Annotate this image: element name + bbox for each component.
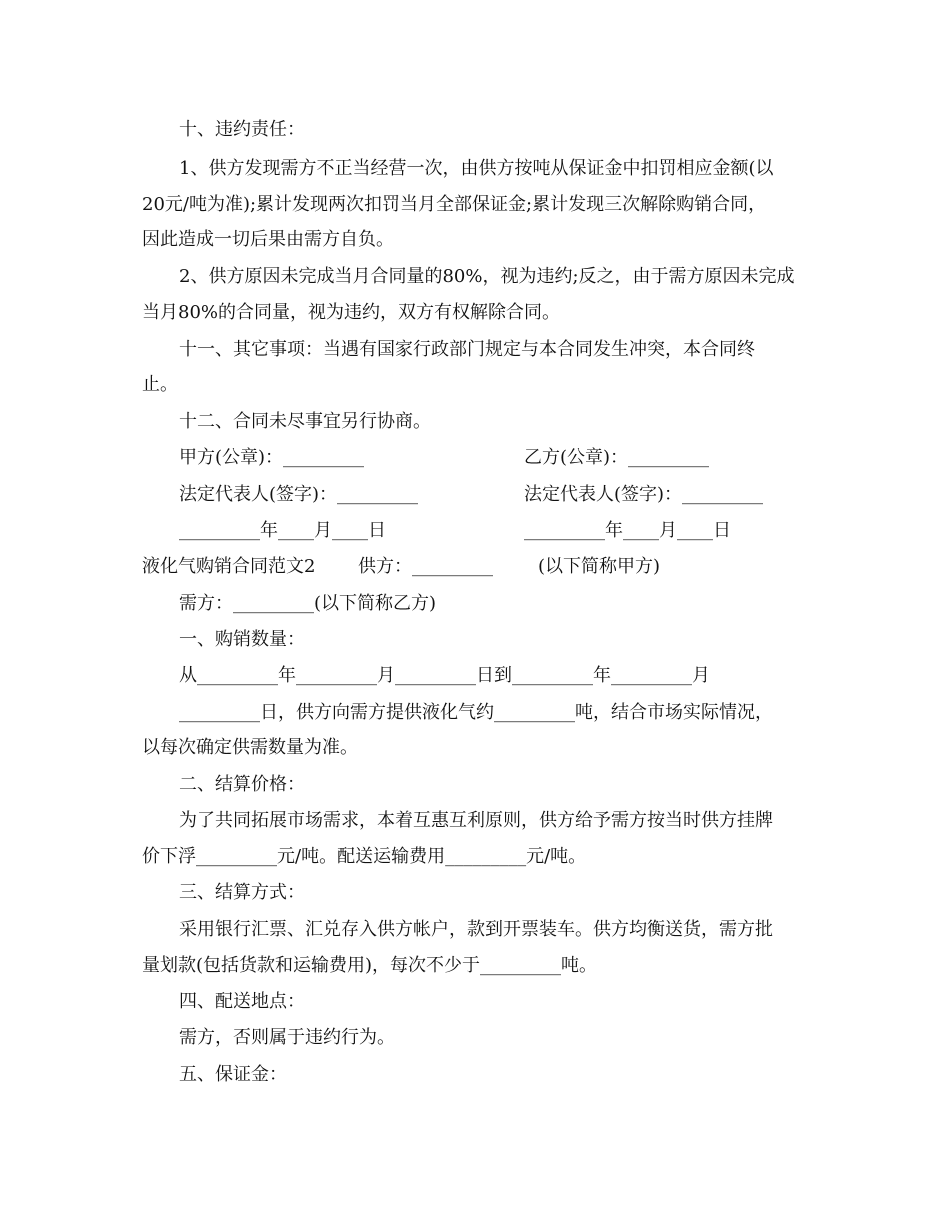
section-12: 十二、合同未尽事宜另行协商。 xyxy=(179,411,431,432)
party-b-representative: 法定代表人(签字)：_________ xyxy=(524,484,764,505)
party-a-representative: 法定代表人(签字)：_________ xyxy=(179,484,419,505)
clause-10-1-line-3: 因此造成一切后果由需方自负。 xyxy=(142,229,394,250)
section-3-line-1: 采用银行汇票、汇兑存入供方帐户，款到开票装车。供方均衡送货，需方批 xyxy=(179,919,773,940)
buyer-field: 需方：_________(以下简称乙方) xyxy=(179,593,437,614)
clause-10-1-line-1: 1、供方发现需方不正当经营一次，由供方按吨从保证金中扣罚相应金额(以 xyxy=(179,158,774,179)
party-a-date: _________年____月____日 xyxy=(179,520,386,541)
party-a-seal: 甲方(公章)：_________ xyxy=(179,447,365,468)
supplier-field: 供方：_________ xyxy=(358,556,493,577)
section-4-line-1: 需方，否则属于违约行为。 xyxy=(179,1027,395,1048)
party-b-seal: 乙方(公章)：_________ xyxy=(524,447,710,468)
clause-10-1-line-2: 20元/吨为准);累计发现两次扣罚当月全部保证金;累计发现三次解除购销合同， xyxy=(142,194,767,215)
section-11-line-2: 止。 xyxy=(142,374,178,395)
section-2-heading: 二、结算价格： xyxy=(179,774,305,795)
contract-2-title: 液化气购销合同范文2 xyxy=(142,556,316,577)
supplier-alias: (以下简称甲方) xyxy=(538,556,661,577)
section-4-heading: 四、配送地点： xyxy=(179,991,305,1012)
section-11-line-1: 十一、其它事项：当遇有国家行政部门规定与本合同发生冲突，本合同终 xyxy=(179,339,755,360)
section-2-line-1: 为了共同拓展市场需求，本着互惠互利原则，供方给予需方按当时供方挂牌 xyxy=(179,810,773,831)
section-5-heading: 五、保证金： xyxy=(179,1064,287,1085)
section-3-line-2: 量划款(包括货款和运输费用)，每次不少于_________吨。 xyxy=(142,955,598,976)
section-10-heading: 十、违约责任： xyxy=(179,119,305,140)
section-1-line-1: 从_________年_________月_________日到_________年_________月 xyxy=(179,665,710,686)
party-b-date: _________年____月____日 xyxy=(524,520,731,541)
section-1-line-2: _________日，供方向需方提供液化气约_________吨，结合市场实际情况， xyxy=(179,702,773,723)
section-2-line-2: 价下浮_________元/吨。配送运输费用_________元/吨。 xyxy=(142,846,587,867)
section-1-heading: 一、购销数量： xyxy=(179,629,305,650)
section-1-line-3: 以每次确定供需数量为准。 xyxy=(142,737,358,758)
clause-10-2-line-2: 当月80%的合同量，视为违约，双方有权解除合同。 xyxy=(142,302,561,323)
clause-10-2-line-1: 2、供方原因未完成当月合同量的80%，视为违约;反之，由于需方原因未完成 xyxy=(179,266,795,287)
section-3-heading: 三、结算方式： xyxy=(179,882,305,903)
